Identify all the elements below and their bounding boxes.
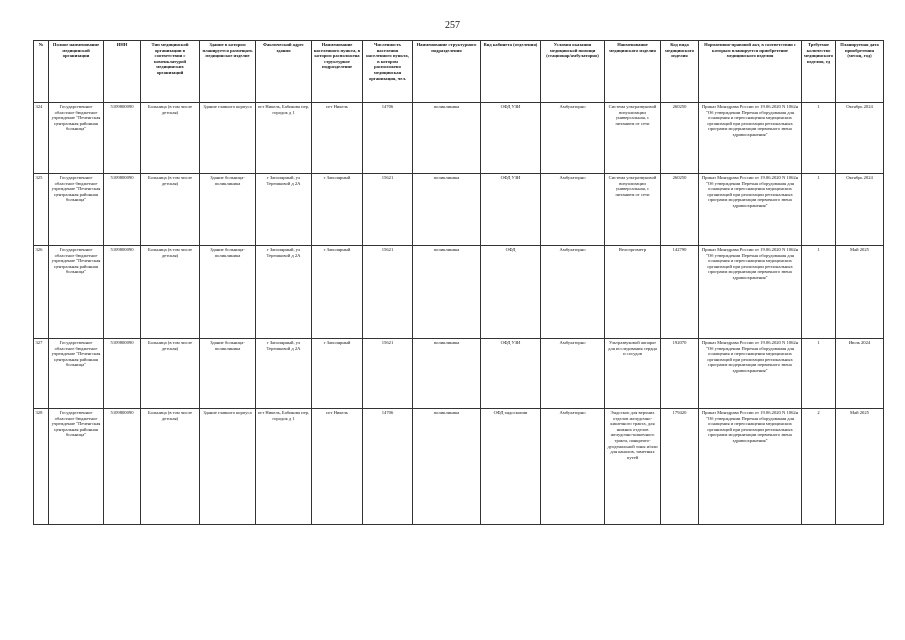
- row-number: 328: [34, 409, 49, 525]
- cabinet: ОФД УЗИ: [481, 339, 541, 409]
- device-name: Ультразвуковой аппарат для исследования сердца и сосудов: [605, 339, 661, 409]
- table-row: [34, 174, 884, 246]
- care-conditions: Амбулаторно: [541, 103, 605, 174]
- device-name: Система ультразвуковой визуализации универсальная, с питанием от сети: [605, 103, 661, 174]
- row-number: 324: [34, 103, 49, 174]
- header-cabinet: Вид кабинета (отделения): [481, 41, 541, 103]
- inn: 5109800090: [104, 246, 141, 339]
- table-row: [34, 103, 884, 174]
- header-building: Здание в котором планируется размещать медицинское изделие: [200, 41, 256, 103]
- header-address: Фактический адрес здания: [256, 41, 312, 103]
- organization-type: Больница (в том числе детская): [141, 103, 200, 174]
- organization-type: Больница (в том числе детская): [141, 409, 200, 525]
- legal-act: Приказ Минздрава России от 19.06.2020 N 1062н "Об утверждении Перечня оборудования для оснащения и переоснащения медицинских организаций при реализации региональных программ модернизации первичного звена здравоохранения": [699, 409, 802, 525]
- settlement: пгт Никель: [312, 409, 363, 525]
- organization-type: Больница (в том числе детская): [141, 246, 200, 339]
- header-purchase-date: Планируемая дата приобретения (месяц, год): [836, 41, 884, 103]
- inn: 5109800090: [104, 174, 141, 246]
- building: Здание больница-поликлиника: [200, 246, 256, 339]
- purchase-date: Май 2025: [836, 246, 884, 339]
- purchase-date: Октябрь 2024: [836, 103, 884, 174]
- address: г Заполярный, ул Терешковой д 2А: [256, 174, 312, 246]
- table-row: [34, 339, 884, 409]
- division: поликлиника: [413, 339, 481, 409]
- cabinet: ОФД эндоскопии: [481, 409, 541, 525]
- quantity: 1: [802, 174, 836, 246]
- header-settlement: Наименование населенного пункта, в котором расположена структурное подразделение: [312, 41, 363, 103]
- device-code: 260250: [661, 174, 699, 246]
- population: 15621: [363, 339, 413, 409]
- quantity: 1: [802, 246, 836, 339]
- device-name: Эндоскоп для верхних отделов желудочно-кишечного тракта, для нижних отделов желудочно-кишечного тракта, панкреато-дуоденальной зоны и/или для каналов, заметных путей: [605, 409, 661, 525]
- header-division: Наименование структурного подразделения: [413, 41, 481, 103]
- legal-act: Приказ Минздрава России от 19.06.2020 N 1062н "Об утверждении Перечня оборудования для оснащения и переоснащения медицинских организаций при реализации региональных программ модернизации первичного звена здравоохранения": [699, 174, 802, 246]
- row-number: 325: [34, 174, 49, 246]
- organization-type: Больница (в том числе детская): [141, 339, 200, 409]
- organization-name: Государственное областное бюджетное учреждение "Печенгская центральная районная больница": [49, 246, 104, 339]
- device-code: 260250: [661, 103, 699, 174]
- quantity: 2: [802, 409, 836, 525]
- table-row: [34, 246, 884, 339]
- purchase-date: Май 2025: [836, 409, 884, 525]
- inn: 5109800090: [104, 409, 141, 525]
- population: 15621: [363, 246, 413, 339]
- building: Здание главного корпуса: [200, 103, 256, 174]
- division: поликлиника: [413, 409, 481, 525]
- cabinet: ОФД УЗИ: [481, 174, 541, 246]
- organization-name: Государственное областное бюджетное учреждение "Печенгская центральная районная больница": [49, 174, 104, 246]
- address: г Заполярный, ул Терешковой д 2А: [256, 246, 312, 339]
- settlement: г Заполярный: [312, 246, 363, 339]
- quantity: 1: [802, 103, 836, 174]
- care-conditions: Амбулаторно: [541, 246, 605, 339]
- organization-name: Государственное областное бюджетное учреждение "Печенгская центральная районная больница": [49, 339, 104, 409]
- population: 15621: [363, 174, 413, 246]
- building: Здание больница-поликлиника: [200, 174, 256, 246]
- header-conditions: Условия оказания медицинской помощи (стационар/амбулаторно): [541, 41, 605, 103]
- row-number: 326: [34, 246, 49, 339]
- row-number: 327: [34, 339, 49, 409]
- address: пгт Никель, Бабикова пер, городок д 1: [256, 103, 312, 174]
- care-conditions: Амбулаторно: [541, 174, 605, 246]
- header-organization: Полное наименование медицинской организации: [49, 41, 104, 103]
- address: пгт Никель, Бабикова пер, городок д 1: [256, 409, 312, 525]
- legal-act: Приказ Минздрава России от 19.06.2020 N 1062н "Об утверждении Перечня оборудования для оснащения и переоснащения медицинских организаций при реализации региональных программ модернизации первичного звена здравоохранения": [699, 103, 802, 174]
- table-row: [34, 409, 884, 525]
- equipment-registry-table: [33, 40, 884, 525]
- header-population: Численность населения населенного пункта, в котором расположено медицинская организация, чел.: [363, 41, 413, 103]
- quantity: 1: [802, 339, 836, 409]
- device-name: Велоэргометр: [605, 246, 661, 339]
- care-conditions: Амбулаторно: [541, 409, 605, 525]
- purchase-date: Июль 2024: [836, 339, 884, 409]
- care-conditions: Амбулаторно: [541, 339, 605, 409]
- building: Здание главного корпуса: [200, 409, 256, 525]
- header-device: Наименование медицинского изделия: [605, 41, 661, 103]
- device-code: 192070: [661, 339, 699, 409]
- device-code: 142790: [661, 246, 699, 339]
- header-quantity: Требуемое количество медицинского изделия, ед: [802, 41, 836, 103]
- header-inn: ИНН: [104, 41, 141, 103]
- settlement: г Заполярный: [312, 339, 363, 409]
- settlement: г Заполярный: [312, 174, 363, 246]
- page-number: 257: [445, 20, 460, 31]
- legal-act: Приказ Минздрава России от 19.06.2020 N 1062н "Об утверждении Перечня оборудования для оснащения и переоснащения медицинских организаций при реализации региональных программ модернизации первичного звена здравоохранения": [699, 339, 802, 409]
- legal-act: Приказ Минздрава России от 19.06.2020 N 1062н "Об утверждении Перечня оборудования для оснащения и переоснащения медицинских организаций при реализации региональных программ модернизации первичного звена здравоохранения": [699, 246, 802, 339]
- population: 14706: [363, 409, 413, 525]
- header-legal-act: Нормативно-правовой акт, в соответствии с которым планируется приобретение медицинского изделия: [699, 41, 802, 103]
- organization-name: Государственное областное бюджетное учреждение "Печенгская центральная районная больница": [49, 409, 104, 525]
- purchase-date: Октябрь 2024: [836, 174, 884, 246]
- device-code: 179420: [661, 409, 699, 525]
- division: поликлиника: [413, 174, 481, 246]
- table-header-row: [34, 41, 884, 103]
- header-device-code: Код вида медицинского изделия: [661, 41, 699, 103]
- organization-type: Больница (в том числе детская): [141, 174, 200, 246]
- inn: 5109800090: [104, 339, 141, 409]
- building: Здание больница-поликлиника: [200, 339, 256, 409]
- header-organization-type: Тип медицинской организации в соответствии с номенклатурой медицинских организаций: [141, 41, 200, 103]
- cabinet: ОФД УЗИ: [481, 103, 541, 174]
- division: поликлиника: [413, 103, 481, 174]
- inn: 5109800090: [104, 103, 141, 174]
- division: поликлиника: [413, 246, 481, 339]
- organization-name: Государственное областное бюджетное учреждение "Печенгская центральная районная больница": [49, 103, 104, 174]
- device-name: Система ультразвуковой визуализации универсальная, с питанием от сети: [605, 174, 661, 246]
- address: г Заполярный, ул Терешковой д 2А: [256, 339, 312, 409]
- settlement: пгт Никель: [312, 103, 363, 174]
- cabinet: ОФД: [481, 246, 541, 339]
- header-number: №: [34, 41, 49, 103]
- population: 14706: [363, 103, 413, 174]
